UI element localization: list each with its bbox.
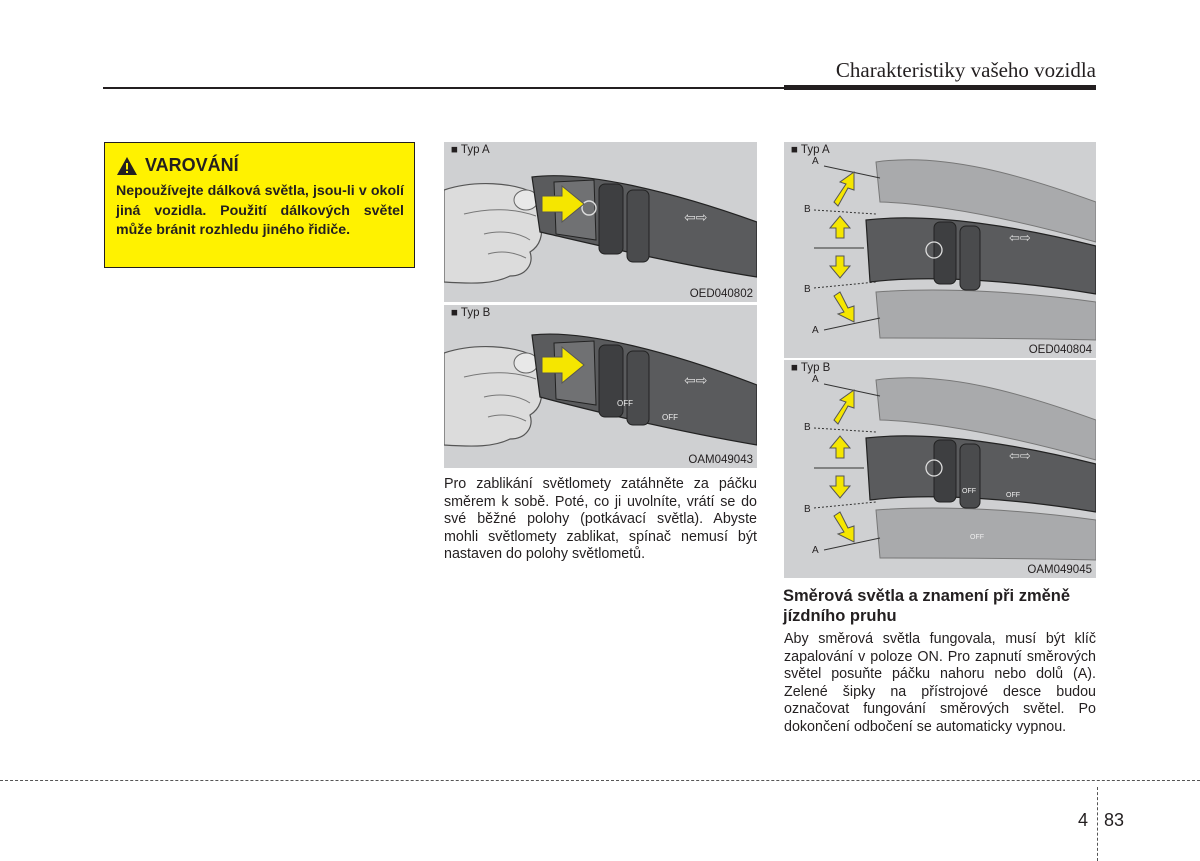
- svg-text:⇦⇨: ⇦⇨: [684, 210, 708, 226]
- marker-a: A: [812, 156, 819, 167]
- switch-off-label: OFF: [962, 488, 976, 495]
- warning-title: VAROVÁNÍ: [145, 155, 239, 175]
- lever-illustration: [444, 305, 757, 468]
- figure-flash-type-b: [444, 305, 757, 468]
- section-heading: Směrová světla a znamení při změně jízdního pruhu: [783, 587, 1071, 625]
- figure-label: ■ Typ A: [791, 144, 830, 156]
- flash-paragraph: Pro zablikání světlomety zatáhněte za páčku směrem k sobě. Poté, co ji uvolníte, vrátí se do své běžné polohy (potkávací světla). Abyste mohli světlomety zablikat, spínač nemusí být nastaven do polohy světlometů.: [444, 476, 757, 563]
- marker-a: A: [812, 545, 819, 556]
- svg-text:⇦⇨: ⇦⇨: [684, 373, 708, 389]
- marker-a: A: [812, 325, 819, 336]
- footer-dashed-divider: [1097, 787, 1098, 861]
- marker-b: B: [804, 504, 811, 515]
- turn-lever-illustration: [784, 142, 1096, 358]
- marker-b: B: [804, 204, 811, 215]
- svg-text:⇦⇨: ⇦⇨: [1009, 449, 1031, 464]
- warning-text: Nepoužívejte dálková světla, jsou-li v okolí jiná vozidla. Použití dálkových světel může bránit rozhledu jiného řidiče.: [116, 183, 404, 238]
- chapter-number: 4: [1078, 810, 1089, 830]
- svg-text:⇦⇨: ⇦⇨: [1009, 231, 1031, 246]
- figure-code: OED040802: [689, 288, 753, 300]
- figure-turn-signal-type-b: [784, 360, 1096, 578]
- warning-heading: [116, 155, 404, 176]
- warning-triangle-icon: [116, 156, 138, 176]
- warning-box: [104, 142, 415, 268]
- figure-code: OED040804: [1028, 344, 1092, 356]
- switch-off-label: OFF: [662, 413, 678, 422]
- switch-off-label: OFF: [1006, 492, 1020, 499]
- figure-code: OAM049043: [688, 454, 753, 466]
- running-header-title: Charakteristiky vašeho vozidla: [835, 58, 1096, 82]
- figure-label: ■ Typ B: [451, 307, 491, 319]
- marker-a: A: [812, 374, 819, 385]
- header-rule-accent: [784, 85, 1096, 90]
- page-number: 83: [1104, 810, 1125, 830]
- figure-code: OAM049045: [1027, 564, 1092, 576]
- switch-off-label: OFF: [617, 399, 633, 408]
- figure-label: ■ Typ A: [451, 144, 490, 156]
- marker-b: B: [804, 422, 811, 433]
- figure-label: ■ Typ B: [791, 362, 831, 374]
- lever-illustration: [444, 142, 757, 302]
- turn-lever-illustration: [784, 360, 1096, 578]
- footer-dashed-rule: [0, 780, 1200, 781]
- marker-b: B: [804, 284, 811, 295]
- turn-signal-paragraph: Aby směrová světla fungovala, musí být klíč zapalování v poloze ON. Pro zapnutí směrových světel posuňte páčku nahoru nebo dolů (A). Zelené šipky na přístrojové desce budou označovat fungování směrových světel. Po dokončení odbočení se automaticky vypnou.: [784, 631, 1096, 735]
- switch-off-label: OFF: [970, 534, 984, 541]
- figure-flash-type-a: [444, 142, 757, 302]
- figure-turn-signal-type-a: [784, 142, 1096, 358]
